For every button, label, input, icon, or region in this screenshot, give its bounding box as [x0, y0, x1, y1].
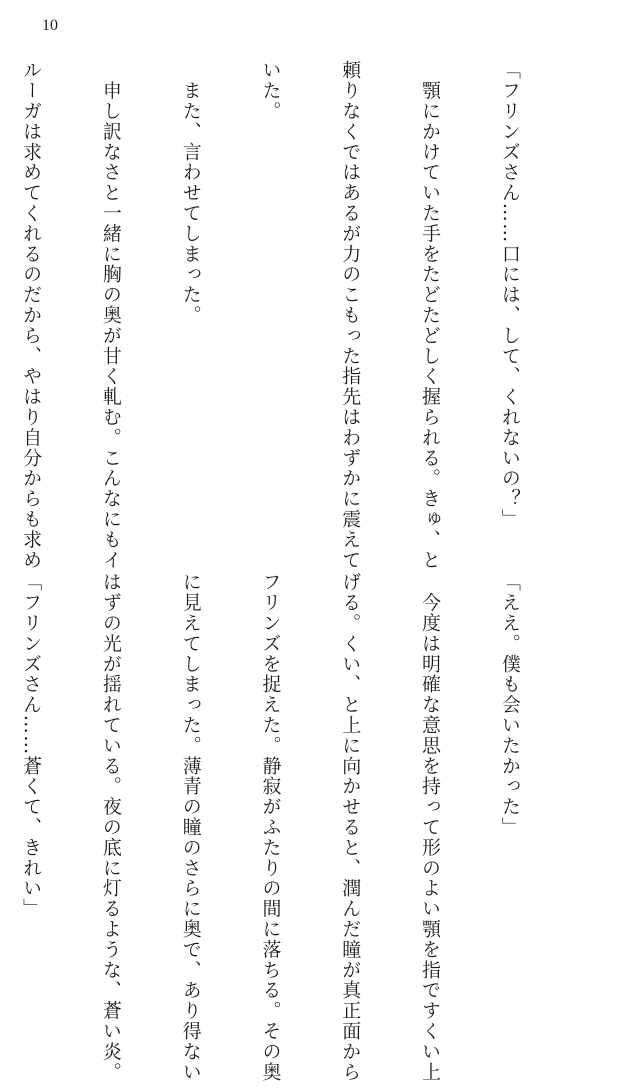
text-line: 顎にかけていた手をたどたどしく握られる。きゅ、と [419, 60, 442, 570]
text-line: 頼りなくではあるが力のこもった指先はわずかに震えて [339, 60, 362, 570]
text-line: はずの光が揺れている。夜の底に灯るような、蒼い炎。 [99, 572, 122, 1082]
text-line: げる。くい、と上に向かせると、潤んだ瞳が真正面から [339, 572, 362, 1082]
text-line: に見えてしまった。薄青の瞳のさらに奥で、あり得ない [179, 572, 202, 1082]
text-block-top [20, 60, 576, 570]
text-block-bottom [20, 572, 576, 1082]
text-line: 申し訳なさと一緒に胸の奥が甘く軋む。こんなにもイ [99, 60, 122, 570]
page-number: 10 [42, 17, 58, 34]
text-line: 「フリンズさん……口には、して、くれないの？」 [498, 60, 521, 530]
text-line: フリンズを捉えた。静寂がふたりの間に落ちる。その奥 [259, 572, 282, 1082]
text-line: 今度は明確な意思を持って形のよい顎を指ですくい上 [419, 572, 442, 1082]
text-line: いた。 [259, 60, 282, 122]
text-line: 「ええ。僕も会いたかった」 [498, 572, 521, 838]
text-line: ルーガは求めてくれるのだから、やはり自分からも求め [20, 60, 43, 570]
text-line: 「フリンズさん……蒼くて、きれい」 [20, 572, 43, 919]
text-line: また、言わせてしまった。 [179, 60, 202, 326]
